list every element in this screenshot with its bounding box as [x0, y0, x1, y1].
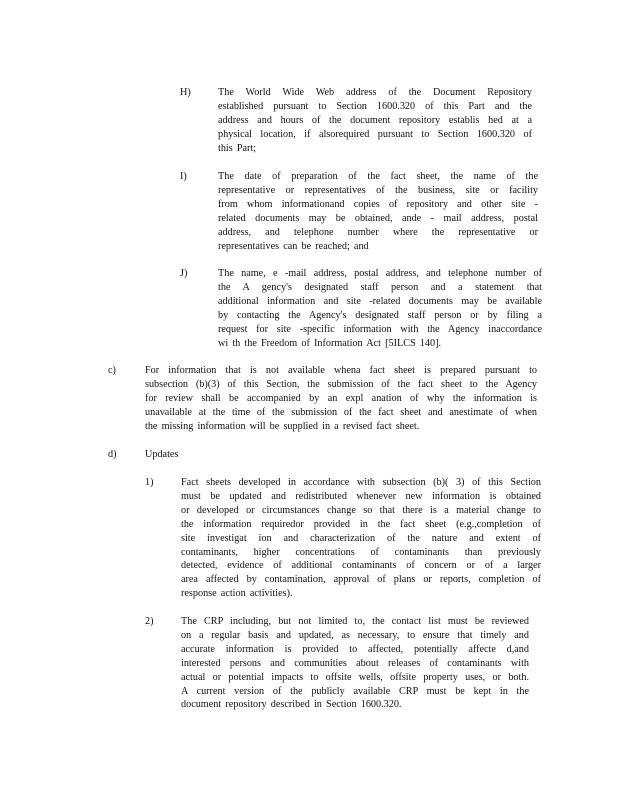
text-line: physical location, if alsorequired pursuant to Section 1600.320 of — [218, 128, 532, 140]
item-h-text — [218, 86, 532, 156]
item-d1 — [0, 476, 618, 604]
text-line: For information that is not available whena fact sheet is prepared pursuant to — [145, 365, 537, 376]
text-line: additional information and site -related documents may be available — [218, 295, 542, 307]
text-line: Fact sheets developed in accordance with subsection (b)( 3) of this Section — [181, 477, 541, 488]
item-c-text — [145, 364, 537, 434]
text-line: must be updated and redistributed whenever new information is obtained — [181, 490, 541, 502]
item-d-label: d) — [108, 449, 117, 460]
text-line: site investigat ion and characterization of the nature and extent of — [181, 532, 541, 544]
text-line: from whom informationand copies of repository and other site - — [218, 198, 538, 210]
text-line: area affected by contamination, approval of plans or reports, completion of — [181, 574, 541, 586]
text-line: accurate information is provided to affected, potentially affecte d,and — [181, 643, 529, 655]
text-line: request for site -specific information with the Agency inaccordance — [218, 323, 542, 335]
item-c-label: c) — [108, 365, 116, 376]
item-d2-text — [181, 615, 529, 712]
text-line: contaminants, higher concentrations of contaminants than previously — [181, 546, 541, 558]
text-line: unavailable at the time of the submission of the fact sheet and anestimate of when — [145, 406, 537, 418]
text-line: detected, evidence of additional contaminants of concern or of a larger — [181, 560, 541, 572]
item-c — [0, 364, 618, 436]
item-d — [0, 448, 618, 464]
text-line: wi th the Freedom of Information Act [5ILCS 140]. — [218, 337, 442, 349]
text-line: established pursuant to Section 1600.320 of this Part and the — [218, 100, 532, 112]
text-line: representative or representatives of the business, site or facility — [218, 184, 538, 196]
item-j — [0, 267, 618, 353]
text-line: interested persons and communities about releases of contaminants with — [181, 657, 529, 669]
text-line: The CRP including, but not limited to, the contact list must be reviewed — [181, 616, 529, 627]
text-line: for review shall be accompanied by an expl anation of why the information is — [145, 392, 537, 404]
text-line: response action activities). — [181, 588, 293, 600]
item-h — [0, 86, 618, 158]
text-line: The date of preparation of the fact sheet, the name of the — [218, 171, 538, 182]
item-d-heading: Updates — [145, 449, 179, 460]
item-i-label: I) — [180, 171, 187, 182]
item-i — [0, 170, 618, 256]
text-line: this Part; — [218, 142, 257, 154]
text-line: related documents may be obtained, ande - mail address, postal — [218, 212, 538, 224]
text-line: or developed or circumstances change so that there is a material change to — [181, 504, 541, 516]
text-line: representatives can be reached; and — [218, 240, 369, 252]
text-line: the A gency's designated staff person and a statement that — [218, 281, 542, 293]
text-line: address, and telephone number where the representative or — [218, 226, 538, 238]
item-h-label: H) — [180, 87, 191, 98]
item-j-label: J) — [180, 268, 188, 279]
item-d1-text — [181, 476, 541, 601]
text-line: The name, e -mail address, postal address, and telephone number of — [218, 268, 542, 279]
text-line: actual or potential impacts to offsite wells, offsite property uses, or both. — [181, 671, 529, 683]
text-line: subsection (b)(3) of this Section, the submission of the fact sheet to the Agency — [145, 378, 537, 390]
text-line: the missing information will be supplied in a revised fact sheet. — [145, 420, 420, 432]
text-line: The World Wide Web address of the Document Repository — [218, 87, 532, 98]
item-d2-label: 2) — [145, 616, 154, 627]
item-d1-label: 1) — [145, 477, 154, 488]
item-j-text — [218, 267, 542, 350]
text-line: on a regular basis and updated, as necessary, to ensure that timely and — [181, 629, 529, 641]
item-i-text — [218, 170, 538, 253]
item-d2 — [0, 615, 618, 715]
text-line: by contacting the Agency's designated staff person or by filing a — [218, 309, 542, 321]
text-line: A current version of the publicly available CRP must be kept in the — [181, 685, 529, 697]
text-line: document repository described in Section 1600.320. — [181, 699, 402, 711]
text-line: the information requiredor provided in the fact sheet (e.g.,completion of — [181, 518, 541, 530]
text-line: address and hours of the document repository establis hed at a — [218, 114, 532, 126]
